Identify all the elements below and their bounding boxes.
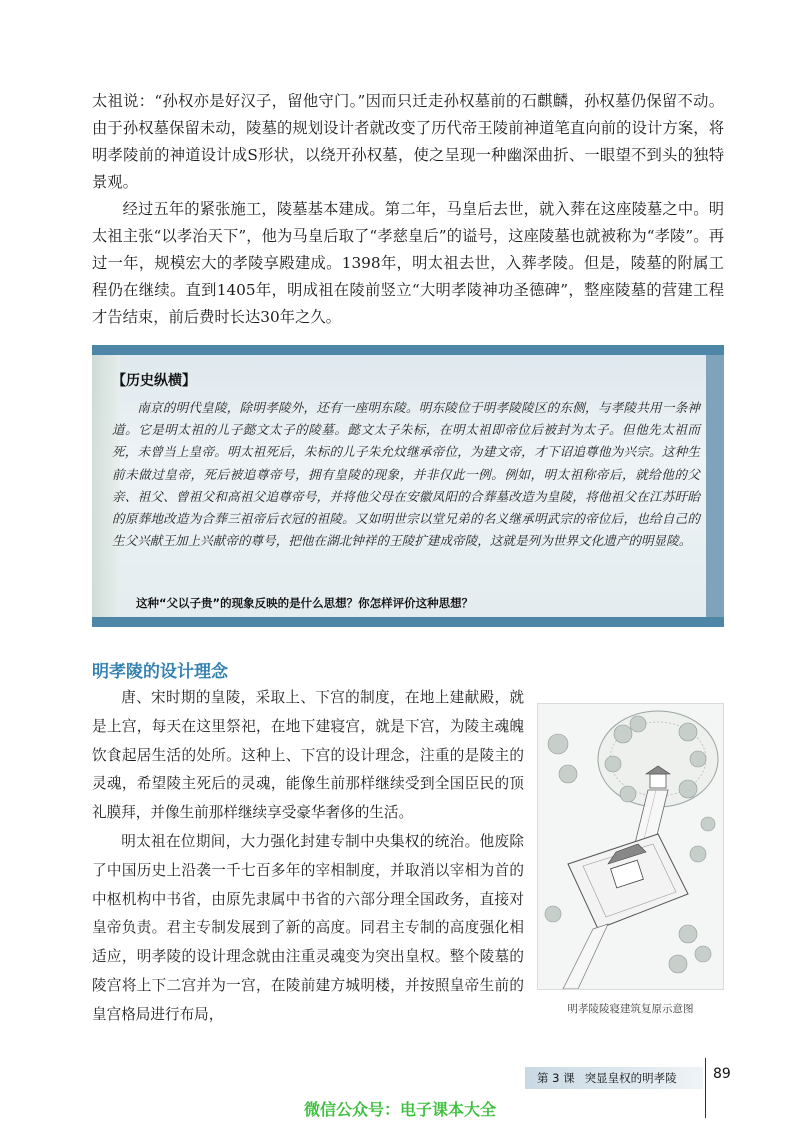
mausoleum-illustration	[537, 703, 724, 990]
section-heading: 明孝陵的设计理念	[92, 662, 228, 682]
lesson-number: 第 3 课	[537, 1071, 575, 1085]
sidebar-stripe	[706, 355, 724, 617]
figure-caption: 明孝陵陵寝建筑复原示意图	[567, 1003, 694, 1015]
section-text	[92, 684, 524, 1030]
paragraph-ming-taizu: 明太祖在位期间，大力强化封建专制中央集权的统治。他废除了中国历史上沿袭一千七百多年的宰相制度，并取消以宰相为首的中枢机构中书省，由原先隶属中书省的六部分理全国政务，直接对皇帝负责。君主专制发展到了新的高度。同君主专制的高度强化相适应，明孝陵的设计理念就由注重灵魂变为突出皇权。整个陵墓的陵宫将上下二宫并为一宫，在陵前建方城明楼，并按照皇帝生前的皇宫格局进行布局，	[92, 832, 524, 1023]
page-number: 89	[713, 1066, 731, 1082]
lesson-title: 突显皇权的明孝陵	[584, 1071, 677, 1085]
watermark-text: 微信公众号：电子课本大全	[303, 1100, 496, 1119]
lesson-footer	[525, 1067, 703, 1089]
paragraph-sun-quan: 太祖说：“孙权亦是好汉子，留他守门。”因而只迁走孙权墓前的石麒麟，孙权墓仍保留不动。由于孙权墓保留未动，陵墓的规划设计者就改变了历代帝王陵前神道笔直向前的设计方案，将明孝陵前的神道设计成S形状，以绕开孙权墓，使之呈现一种幽深曲折、一眼望不到头的独特景观。	[92, 92, 724, 191]
paragraph-tang-song: 唐、宋时期的皇陵，采取上、下宫的制度，在地上建献殿，就是上宫，每天在这里祭祀，在地下建寝宫，就是下宫，为陵主魂魄饮食起居生活的处所。这种上、下宫的设计理念，注重的是陵主的灵魂，希望陵主死后的灵魂，能像生前那样继续受到全国臣民的顶礼膜拜，并像生前那样继续享受豪华奢侈的生活。	[92, 689, 524, 822]
sidebar-title: 【历史纵横】	[112, 373, 196, 389]
intro-text	[92, 88, 724, 331]
history-sidebar	[92, 345, 724, 627]
mausoleum-drawing	[538, 704, 723, 989]
sidebar-paragraph: 南京的明代皇陵，除明孝陵外，还有一座明东陵。明东陵位于明孝陵陵区的东侧，与孝陵共用一条神道。它是明太祖的儿子懿文太子的陵墓。懿文太子朱标，在明太祖即帝位后被封为太子。但他先太祖而死，未曾当上皇帝。明太祖死后，朱标的儿子朱允炆继承帝位，为建文帝，才下诏追尊他为兴宗。这种生前未做过皇帝，死后被追尊帝号，拥有皇陵的现象，并非仅此一例。例如，明太祖称帝后，就给他的父亲、祖父、曾祖父和高祖父追尊帝号，并将他父母在安徽凤阳的合葬墓改造为皇陵，将他祖父在江苏盱眙的原葬地改造为合葬三祖帝后衣冠的祖陵。又如明世宗以堂兄弟的名义继承明武宗的帝位后，也给自己的生父兴献王加上兴献帝的尊号，把他在湖北钟祥的王陵扩建成帝陵，这就是列为世界文化遗产的明显陵。	[112, 400, 700, 549]
paragraph-construction: 经过五年的紧张施工，陵墓基本建成。第二年，马皇后去世，就入葬在这座陵墓之中。明太祖主张“以孝治天下”，他为马皇后取了“孝慈皇后”的谥号，这座陵墓也就被称为“孝陵”。再过一年，规模宏大的孝陵享殿建成。1398年，明太祖去世，入葬孝陵。但是，陵墓的附属工程仍在继续。直到1405年，明成祖在陵前竖立“大明孝陵神功圣德碑”，整座陵墓的营建工程才告结束，前后费时长达30年之久。	[92, 200, 724, 326]
sidebar-body	[112, 397, 700, 552]
sidebar-question: 这种“父以子贵”的现象反映的是什么思想？你怎样评价这种思想？	[136, 596, 474, 610]
